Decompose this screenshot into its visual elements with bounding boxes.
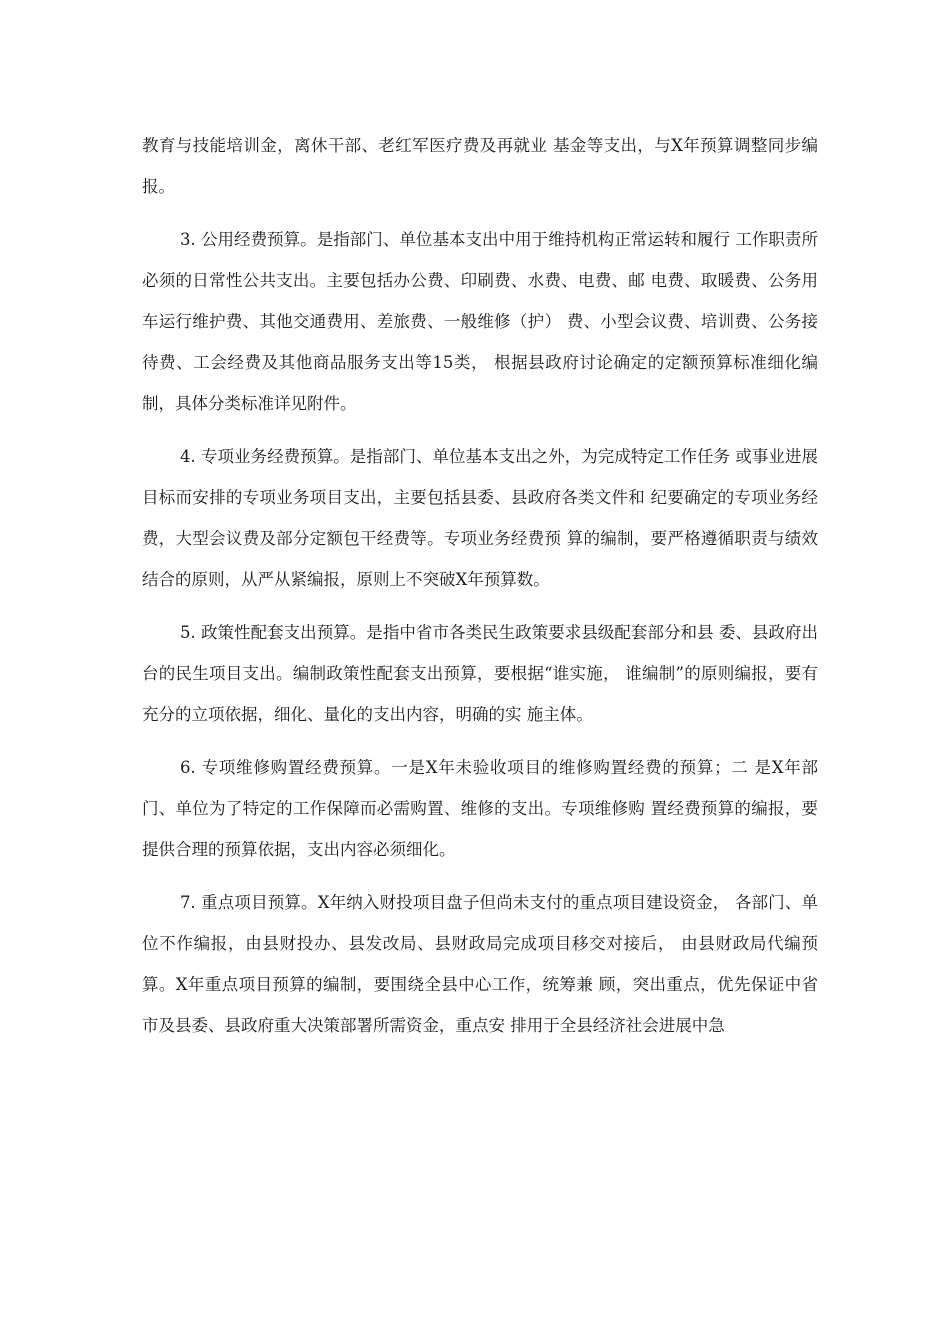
paragraph-7-key-project-budget: 7. 重点项目预算。X年纳入财投项目盘子但尚未支付的重点项目建设资金， 各部门、单位不作编报，由县财投办、县发改局、县财政局完成项目移交对接后， 由县财政局代编预算。X年重点项目预算的编制，要围绕全县中心工作，统筹兼 顾，突出重点，优先保证中省市及县委、县政府重大决策部署所需资金，重点安 排用于全县经济社会进展中急 [142, 893, 818, 1035]
document-body [142, 125, 818, 1058]
paragraph-continuation: 教育与技能培训金，离休干部、老红军医疗费及再就业 基金等支出，与X年预算调整同步编报。 [142, 136, 818, 196]
paragraph-3-public-expense-budget: 3. 公用经费预算。是指部门、单位基本支出中用于维持机构正常运转和履行 工作职责所必须的日常性公共支出。主要包括办公费、印刷费、水费、电费、邮 电费、取暖费、公务用车运行维护费、其他交通费用、差旅费、一般维修（护） 费、小型会议费、培训费、公务接待费、工会经费及其他商品服务支出等15类， 根据县政府讨论确定的定额预算标准细化编制，具体分类标准详见附件。 [142, 230, 818, 413]
paragraph-4-special-business-budget: 4. 专项业务经费预算。是指部门、单位基本支出之外，为完成特定工作任务 或事业进展目标而安排的专项业务项目支出，主要包括县委、县政府各类文件和 纪要确定的专项业务经费，大型会议费及部分定额包干经费等。专项业务经费预 算的编制，要严格遵循职责与绩效结合的原则，从严从紧编报，原则上不突破X年预算数。 [142, 447, 818, 589]
paragraph-5-policy-matching-budget: 5. 政策性配套支出预算。是指中省市各类民生政策要求县级配套部分和县 委、县政府出台的民生项目支出。编制政策性配套支出预算，要根据“谁实施， 谁编制”的原则编报，要有充分的立项依据，细化、量化的支出内容，明确的实 施主体。 [142, 623, 818, 724]
paragraph-6-maintenance-purchase-budget: 6. 专项维修购置经费预算。一是X年未验收项目的维修购置经费的预算；二 是X年部门、单位为了特定的工作保障而必需购置、维修的支出。专项维修购 置经费预算的编报，要提供合理的预算依据，支出内容必须细化。 [142, 758, 818, 859]
